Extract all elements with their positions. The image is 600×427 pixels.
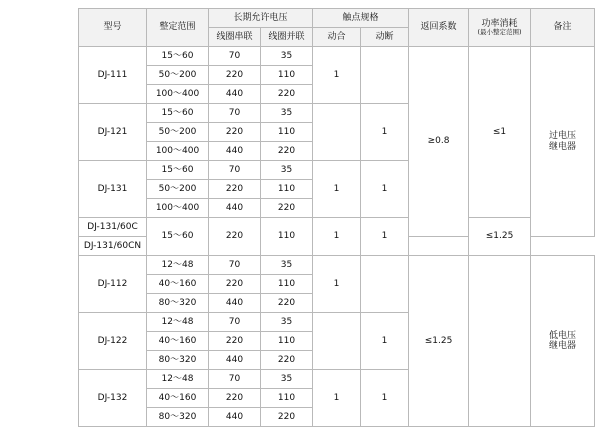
coil-series-value: 220 (209, 218, 261, 256)
coil-series-value: 440 (209, 351, 261, 370)
model-dj-121: DJ-121 (79, 104, 147, 161)
contact-make-value: 1 (313, 218, 361, 256)
coil-series-value: 220 (209, 180, 261, 199)
coil-parallel-value: 35 (261, 161, 313, 180)
coil-series-value: 440 (209, 142, 261, 161)
spec-sheet (0, 8, 600, 422)
range-value: 40～160 (147, 275, 209, 294)
coil-parallel-value: 35 (261, 104, 313, 123)
return-coefficient-upper: ≥0.8 (409, 47, 469, 237)
contact-make-value: 1 (313, 256, 361, 313)
remark-lower-line2: 继电器 (549, 341, 577, 351)
contact-make-value: 1 (313, 370, 361, 427)
range-value: 80～320 (147, 294, 209, 313)
range-value: 100～400 (147, 85, 209, 104)
remark-upper (531, 47, 595, 237)
coil-parallel-value: 110 (261, 218, 313, 256)
contact-break-value: 1 (361, 313, 409, 370)
range-value: 15～60 (147, 218, 209, 256)
model-dj-131: DJ-131 (79, 161, 147, 218)
specification-table (78, 8, 595, 427)
header-contact-spec: 触点规格 (313, 9, 409, 28)
coil-parallel-value: 110 (261, 66, 313, 85)
range-value: 12～48 (147, 256, 209, 275)
coil-series-value: 70 (209, 313, 261, 332)
range-value: 50～200 (147, 180, 209, 199)
contact-break-value (361, 47, 409, 104)
header-long-term-voltage: 长期允许电压 (209, 9, 313, 28)
range-value: 100～400 (147, 199, 209, 218)
coil-parallel-value: 110 (261, 275, 313, 294)
header-power-consumption-label: 功率消耗 (481, 18, 518, 29)
model-dj-111: DJ-111 (79, 47, 147, 104)
model-dj-122: DJ-122 (79, 313, 147, 370)
coil-parallel-value: 35 (261, 256, 313, 275)
contact-break-value: 1 (361, 218, 409, 256)
coil-parallel-value: 220 (261, 199, 313, 218)
header-contact-make: 动合 (313, 28, 361, 47)
coil-parallel-value: 220 (261, 351, 313, 370)
power-consumption-upper: ≤1 (469, 47, 531, 218)
coil-parallel-value: 220 (261, 142, 313, 161)
contact-break-value: 1 (361, 161, 409, 218)
coil-series-value: 220 (209, 332, 261, 351)
return-coefficient-lower: ≤1.25 (409, 256, 469, 427)
contact-make-value: 1 (313, 161, 361, 218)
coil-parallel-value: 110 (261, 180, 313, 199)
coil-parallel-value: 35 (261, 313, 313, 332)
coil-series-value: 70 (209, 370, 261, 389)
contact-make-value (313, 313, 361, 370)
header-coil-parallel: 线圈并联 (261, 28, 313, 47)
header-remark: 备注 (531, 9, 595, 47)
coil-series-value: 220 (209, 275, 261, 294)
header-model: 型号 (79, 9, 147, 47)
coil-parallel-value: 110 (261, 389, 313, 408)
model-dj-132: DJ-132 (79, 370, 147, 427)
contact-make-value (313, 104, 361, 161)
contact-break-value (361, 256, 409, 313)
coil-parallel-value: 35 (261, 47, 313, 66)
coil-series-value: 440 (209, 199, 261, 218)
contact-break-value: 1 (361, 370, 409, 427)
coil-series-value: 220 (209, 389, 261, 408)
header-contact-break: 动断 (361, 28, 409, 47)
coil-parallel-value: 110 (261, 332, 313, 351)
coil-series-value: 70 (209, 47, 261, 66)
range-value: 80～320 (147, 408, 209, 427)
remark-upper-line2: 继电器 (549, 141, 577, 152)
table-row (79, 256, 595, 275)
coil-series-value: 70 (209, 256, 261, 275)
coil-series-value: 440 (209, 294, 261, 313)
remark-upper-line1: 过电压 (549, 131, 577, 142)
table-header-row-1 (79, 9, 595, 28)
model-dj-112: DJ-112 (79, 256, 147, 313)
table-row (79, 47, 595, 66)
range-value: 100～400 (147, 142, 209, 161)
header-coil-series: 线圈串联 (209, 28, 261, 47)
coil-parallel-value: 220 (261, 408, 313, 427)
range-value: 12～48 (147, 370, 209, 389)
coil-parallel-value: 35 (261, 370, 313, 389)
power-consumption-lower (469, 256, 531, 427)
header-setting-range: 整定范围 (147, 9, 209, 47)
range-value: 50～200 (147, 123, 209, 142)
range-value: 15～60 (147, 161, 209, 180)
range-value: 15～60 (147, 47, 209, 66)
power-consumption-125-upper: ≤1.25 (469, 218, 531, 256)
coil-series-value: 70 (209, 104, 261, 123)
model-dj-131-60c: DJ-131/60C (79, 218, 147, 237)
model-dj-131-60cn: DJ-131/60CN (79, 237, 147, 256)
coil-series-value: 440 (209, 85, 261, 104)
header-power-consumption (469, 9, 531, 47)
coil-series-value: 220 (209, 123, 261, 142)
table-row (79, 218, 595, 237)
range-value: 40～160 (147, 332, 209, 351)
range-value: 40～160 (147, 389, 209, 408)
contact-break-value: 1 (361, 104, 409, 161)
range-value: 15～60 (147, 104, 209, 123)
coil-parallel-value: 110 (261, 123, 313, 142)
coil-parallel-value: 220 (261, 85, 313, 104)
range-value: 50～200 (147, 66, 209, 85)
coil-series-value: 70 (209, 161, 261, 180)
coil-series-value: 220 (209, 66, 261, 85)
range-value: 12～48 (147, 313, 209, 332)
contact-make-value: 1 (313, 47, 361, 104)
coil-series-value: 440 (209, 408, 261, 427)
header-return-coefficient: 返回系数 (409, 9, 469, 47)
remark-lower-line1: 低电压 (549, 330, 577, 341)
header-power-consumption-note: (最小整定范围) (477, 28, 522, 37)
range-value: 80～320 (147, 351, 209, 370)
remark-lower (531, 256, 595, 427)
coil-parallel-value: 220 (261, 294, 313, 313)
